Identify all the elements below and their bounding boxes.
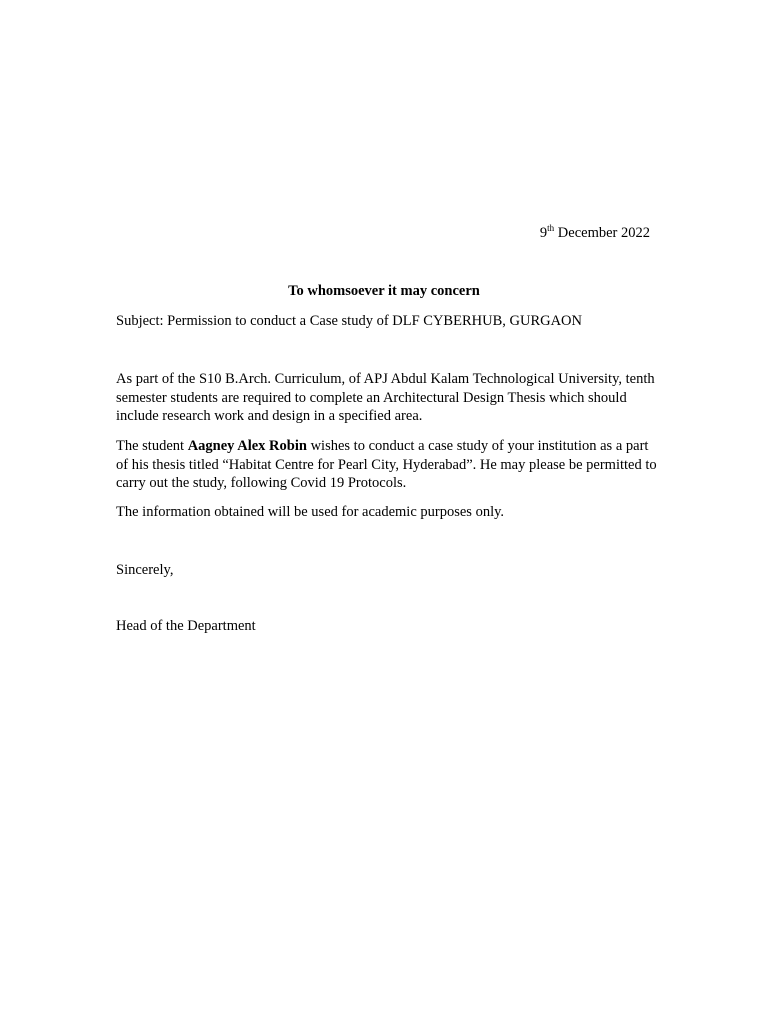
- letter-date: [540, 225, 650, 242]
- date-month-year: December 2022: [554, 225, 650, 241]
- date-day-suffix: th: [547, 223, 555, 233]
- student-name: Aagney Alex Robin: [187, 438, 307, 454]
- paragraph-curriculum: As part of the S10 B.Arch. Curriculum, of APJ Abdul Kalam Technological University, tenth semester students are required to complete an Architectural Design Thesis which should include research work and design in a specified area.: [116, 371, 655, 424]
- paragraph-student-intro: The student: [116, 438, 188, 454]
- letter-title: To whomsoever it may concern: [288, 283, 480, 299]
- letter-closing: Sincerely,: [116, 562, 174, 578]
- date-day: 9: [539, 225, 548, 241]
- paragraph-usage: The information obtained will be used for academic purposes only.: [116, 504, 505, 520]
- paragraph-student-rest: wishes to conduct a case study of your institution as a part of his thesis titled “Habitat Centre for Pearl City, Hyderabad”. He may please be permitted to carry out the study, following Covid 19 Protocols.: [116, 438, 657, 491]
- letter-signatory: Head of the Department: [116, 618, 256, 634]
- letter-subject: Subject: Permission to conduct a Case study of DLF CYBERHUB, GURGAON: [116, 313, 582, 329]
- paragraph-student: [116, 437, 661, 493]
